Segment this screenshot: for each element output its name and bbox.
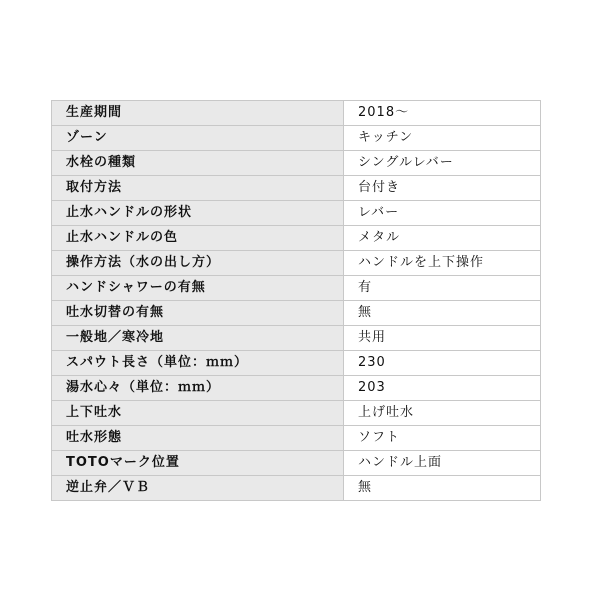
spec-label: 吐水切替の有無 (52, 301, 344, 326)
spec-value: 203 (344, 376, 541, 401)
spec-value: メタル (344, 226, 541, 251)
spec-label: 水栓の種類 (52, 151, 344, 176)
spec-value: ソフト (344, 426, 541, 451)
spec-label: ハンドシャワーの有無 (52, 276, 344, 301)
spec-value: ハンドル上面 (344, 451, 541, 476)
table-row (52, 251, 541, 276)
table-row (52, 326, 541, 351)
spec-value: 台付き (344, 176, 541, 201)
spec-label: TOTOマーク位置 (52, 451, 344, 476)
spec-value: レバー (344, 201, 541, 226)
spec-value: 共用 (344, 326, 541, 351)
table-row (52, 101, 541, 126)
table-row (52, 476, 541, 501)
spec-value: 有 (344, 276, 541, 301)
spec-value: 230 (344, 351, 541, 376)
spec-label: 逆止弁／ＶＢ (52, 476, 344, 501)
table-row (52, 201, 541, 226)
table-row (52, 401, 541, 426)
spec-value: ハンドルを上下操作 (344, 251, 541, 276)
table-row (52, 151, 541, 176)
spec-label: 上下吐水 (52, 401, 344, 426)
spec-value: 無 (344, 476, 541, 501)
spec-table (51, 100, 541, 501)
spec-label: 一般地／寒冷地 (52, 326, 344, 351)
spec-label: ゾーン (52, 126, 344, 151)
spec-value: キッチン (344, 126, 541, 151)
table-row (52, 426, 541, 451)
spec-label: 操作方法（水の出し方） (52, 251, 344, 276)
spec-label: 取付方法 (52, 176, 344, 201)
table-row (52, 301, 541, 326)
table-row (52, 126, 541, 151)
spec-value: 2018～ (344, 101, 541, 126)
table-row (52, 351, 541, 376)
spec-label: 止水ハンドルの形状 (52, 201, 344, 226)
spec-label: 生産期間 (52, 101, 344, 126)
spec-value: シングルレバー (344, 151, 541, 176)
table-row (52, 226, 541, 251)
table-row (52, 451, 541, 476)
spec-value: 上げ吐水 (344, 401, 541, 426)
table-row (52, 176, 541, 201)
spec-value: 無 (344, 301, 541, 326)
spec-table-body (52, 101, 541, 501)
spec-label: 湯水心々（単位：ｍｍ） (52, 376, 344, 401)
table-row (52, 276, 541, 301)
spec-label: 吐水形態 (52, 426, 344, 451)
spec-label: 止水ハンドルの色 (52, 226, 344, 251)
spec-label: スパウト長さ（単位：ｍｍ） (52, 351, 344, 376)
table-row (52, 376, 541, 401)
